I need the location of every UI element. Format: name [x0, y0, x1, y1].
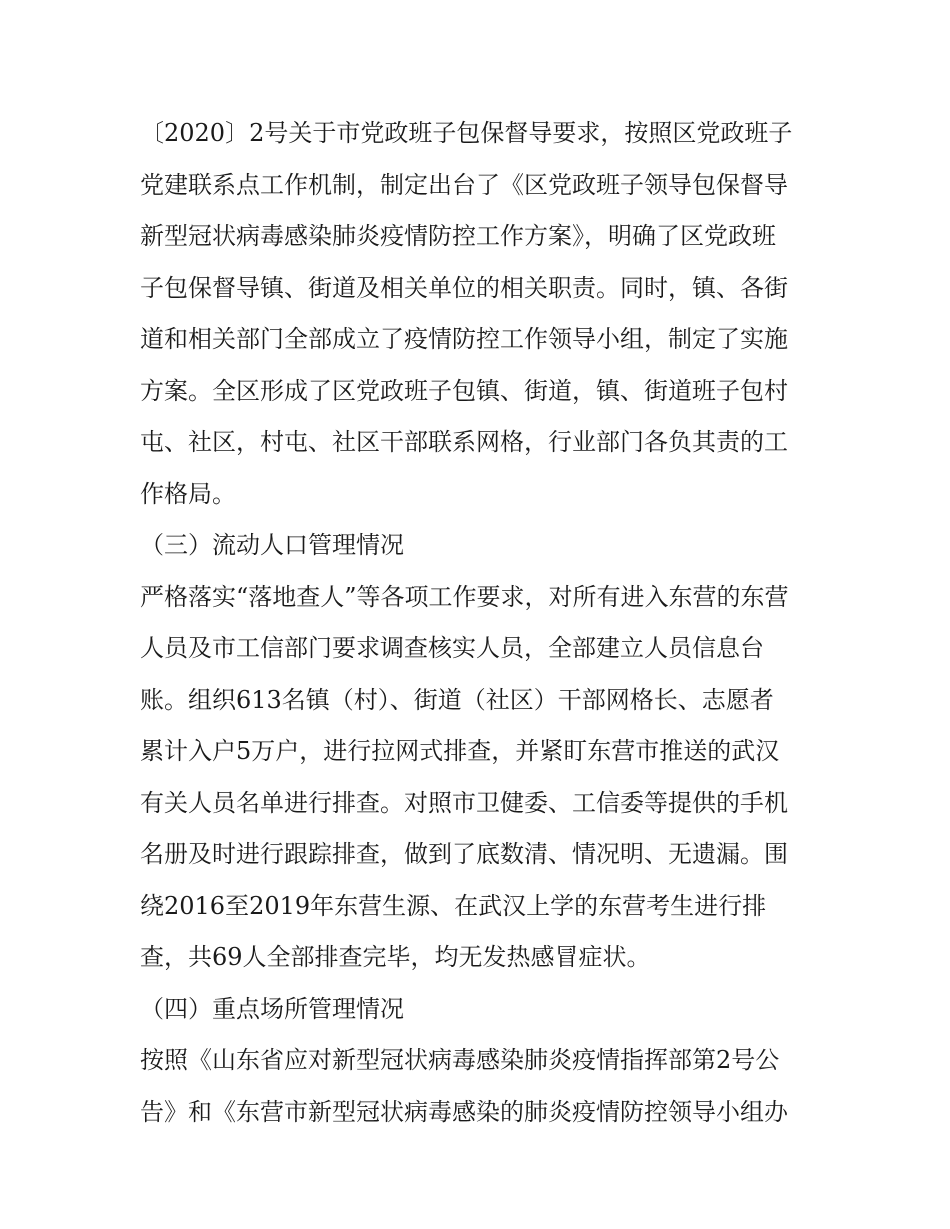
text-line: 告》和《东营市新型冠状病毒感染的肺炎疫情防控领导小组办 — [140, 1097, 788, 1126]
section-heading: （四）重点场所管理情况 — [140, 994, 404, 1023]
text-line: 绕2016至2019年东营生源、在武汉上学的东营考生进行排 — [140, 891, 767, 920]
text-line: 有关人员名单进行排查。对照市卫健委、工信委等提供的手机 — [140, 788, 788, 817]
text-line: 屯、社区，村屯、社区干部联系网格，行业部门各负其责的工 — [140, 428, 788, 456]
section-heading: （三）流动人口管理情况 — [140, 531, 404, 559]
text-line: 严格落实“落地查人”等各项工作要求，对所有进入东营的东营 — [140, 582, 789, 611]
text-line: 子包保督导镇、街道及相关单位的相关职责。同时，镇、各街 — [140, 273, 788, 302]
text-line: 党建联系点工作机制，制定出台了《区党政班子领导包保督导 — [140, 170, 788, 199]
text-line: 查，共69人全部排查完毕，均无发热感冒症状。 — [140, 943, 651, 971]
text-line: 〔2020〕2号关于市党政班子包保督导要求，按照区党政班子 — [140, 119, 793, 147]
text-line: 道和相关部门全部成立了疫情防控工作领导小组，制定了实施 — [140, 325, 788, 353]
text-line: 作格局。 — [140, 479, 236, 508]
text-line: 累计入户5万户，进行拉网式排查，并紧盯东营市推送的武汉 — [140, 737, 780, 765]
text-line: 账。组织613名镇（村）、街道（社区）干部网格长、志愿者 — [140, 685, 774, 714]
text-line: 人员及市工信部门要求调查核实人员，全部建立人员信息台 — [140, 634, 764, 662]
text-line: 方案。全区形成了区党政班子包镇、街道，镇、街道班子包村 — [140, 376, 788, 405]
text-line: 按照《山东省应对新型冠状病毒感染肺炎疫情指挥部第2号公 — [140, 1046, 780, 1074]
body-text — [140, 108, 820, 1138]
text-line: 名册及时进行跟踪排查，做到了底数清、情况明、无遗漏。围 — [140, 840, 788, 868]
text-line: 新型冠状病毒感染肺炎疫情防控工作方案》，明确了区党政班 — [140, 222, 776, 250]
